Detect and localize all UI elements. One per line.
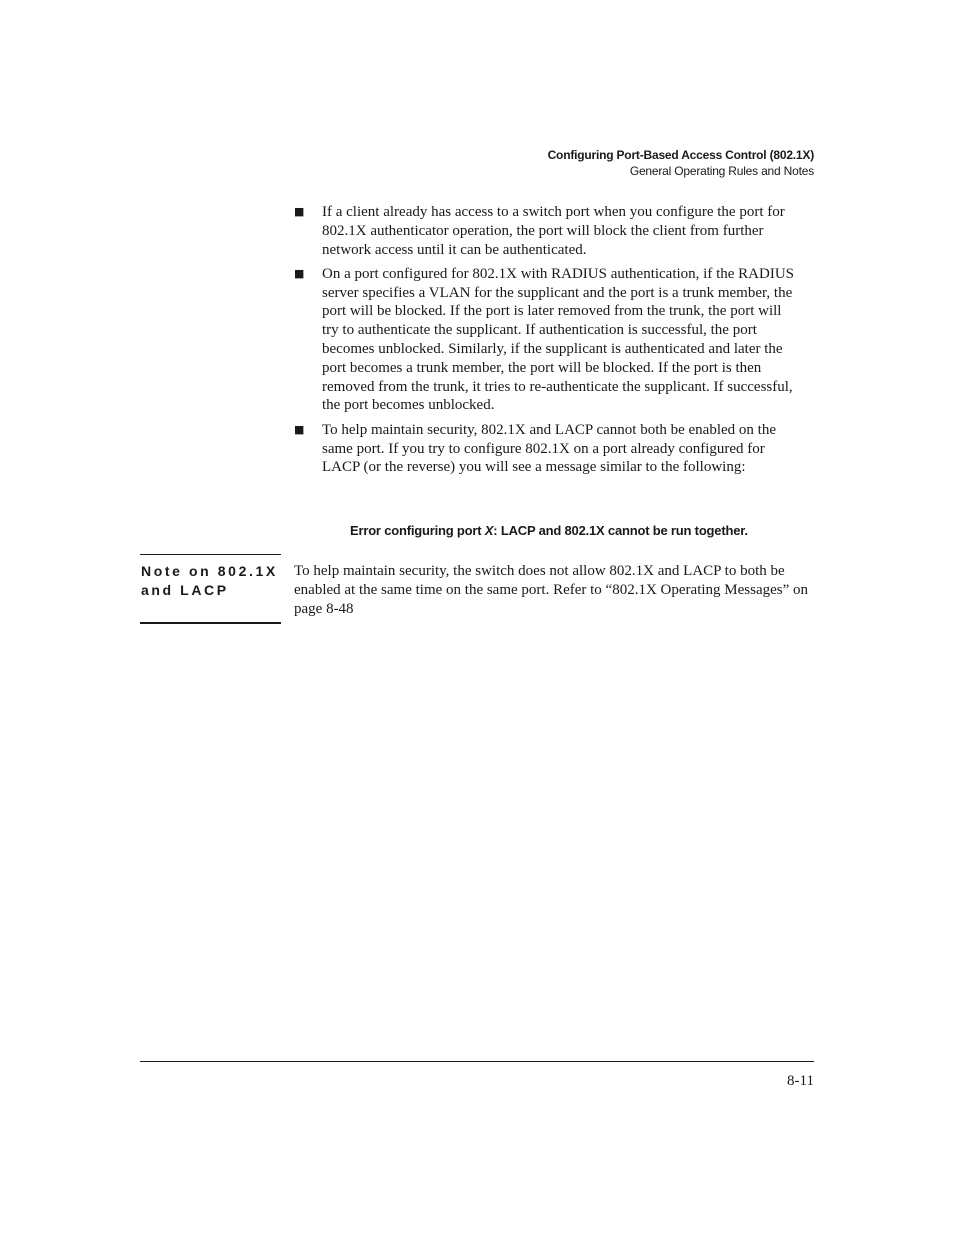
page-number: 8-11 xyxy=(787,1073,814,1089)
bullet-text: If a client already has access to a switch port when you configure the port for 802.1X authenticator operation, the port will block the client from further network access until it can be authenticated. xyxy=(322,204,785,258)
footer-rule xyxy=(140,1061,814,1062)
bullet-text: On a port configured for 802.1X with RADIUS authentication, if the RADIUS server specifies a VLAN for the supplicant and the port is a trunk member, the port will be blocked. If the port is later removed from the trunk, the port will try to authenticate the supplicant. If authentication is successful, the port becomes unblocked. Similarly, if the supplicant is authenticated and later the port becomes a trunk member, the port will be blocked. If the port is then removed from the trunk, it tries to re-authenticate the supplicant. If successful, the port becomes unblocked. xyxy=(322,265,795,414)
rules-bullet-list xyxy=(294,203,794,483)
chapter-title: Configuring Port-Based Access Control (802.1X) xyxy=(547,148,814,162)
note-bottom-rule xyxy=(140,622,281,624)
bullet-text: To help maintain security, 802.1X and LACP cannot both be enabled on the same port. If you try to configure 802.1X on a port already configured for LACP (or the reverse) you will see a message similar to the following: xyxy=(322,421,776,476)
note-label xyxy=(141,562,281,599)
note-label-line: Note on 802.1X xyxy=(141,563,278,579)
running-header xyxy=(548,147,814,179)
note-label-line: and LACP xyxy=(141,581,229,598)
note-body: To help maintain security, the switch does not allow 802.1X and LACP to both be enabled at the same time on the same port. Refer to “802.1X Operating Messages” on page 8-48 xyxy=(294,563,809,617)
list-item xyxy=(294,203,794,259)
list-item xyxy=(294,265,794,415)
section-title: General Operating Rules and Notes xyxy=(629,164,814,178)
square-bullet-icon: ■ xyxy=(294,266,305,280)
square-bullet-icon: ■ xyxy=(294,205,305,218)
note-top-rule xyxy=(140,554,281,555)
error-prefix: Error configuring port xyxy=(350,523,485,538)
error-suffix: : LACP and 802.1X cannot be run together. xyxy=(493,523,748,538)
error-message-example xyxy=(350,522,748,539)
error-port-variable: X xyxy=(484,523,494,538)
square-bullet-icon: ■ xyxy=(294,422,305,436)
list-item xyxy=(294,421,794,477)
